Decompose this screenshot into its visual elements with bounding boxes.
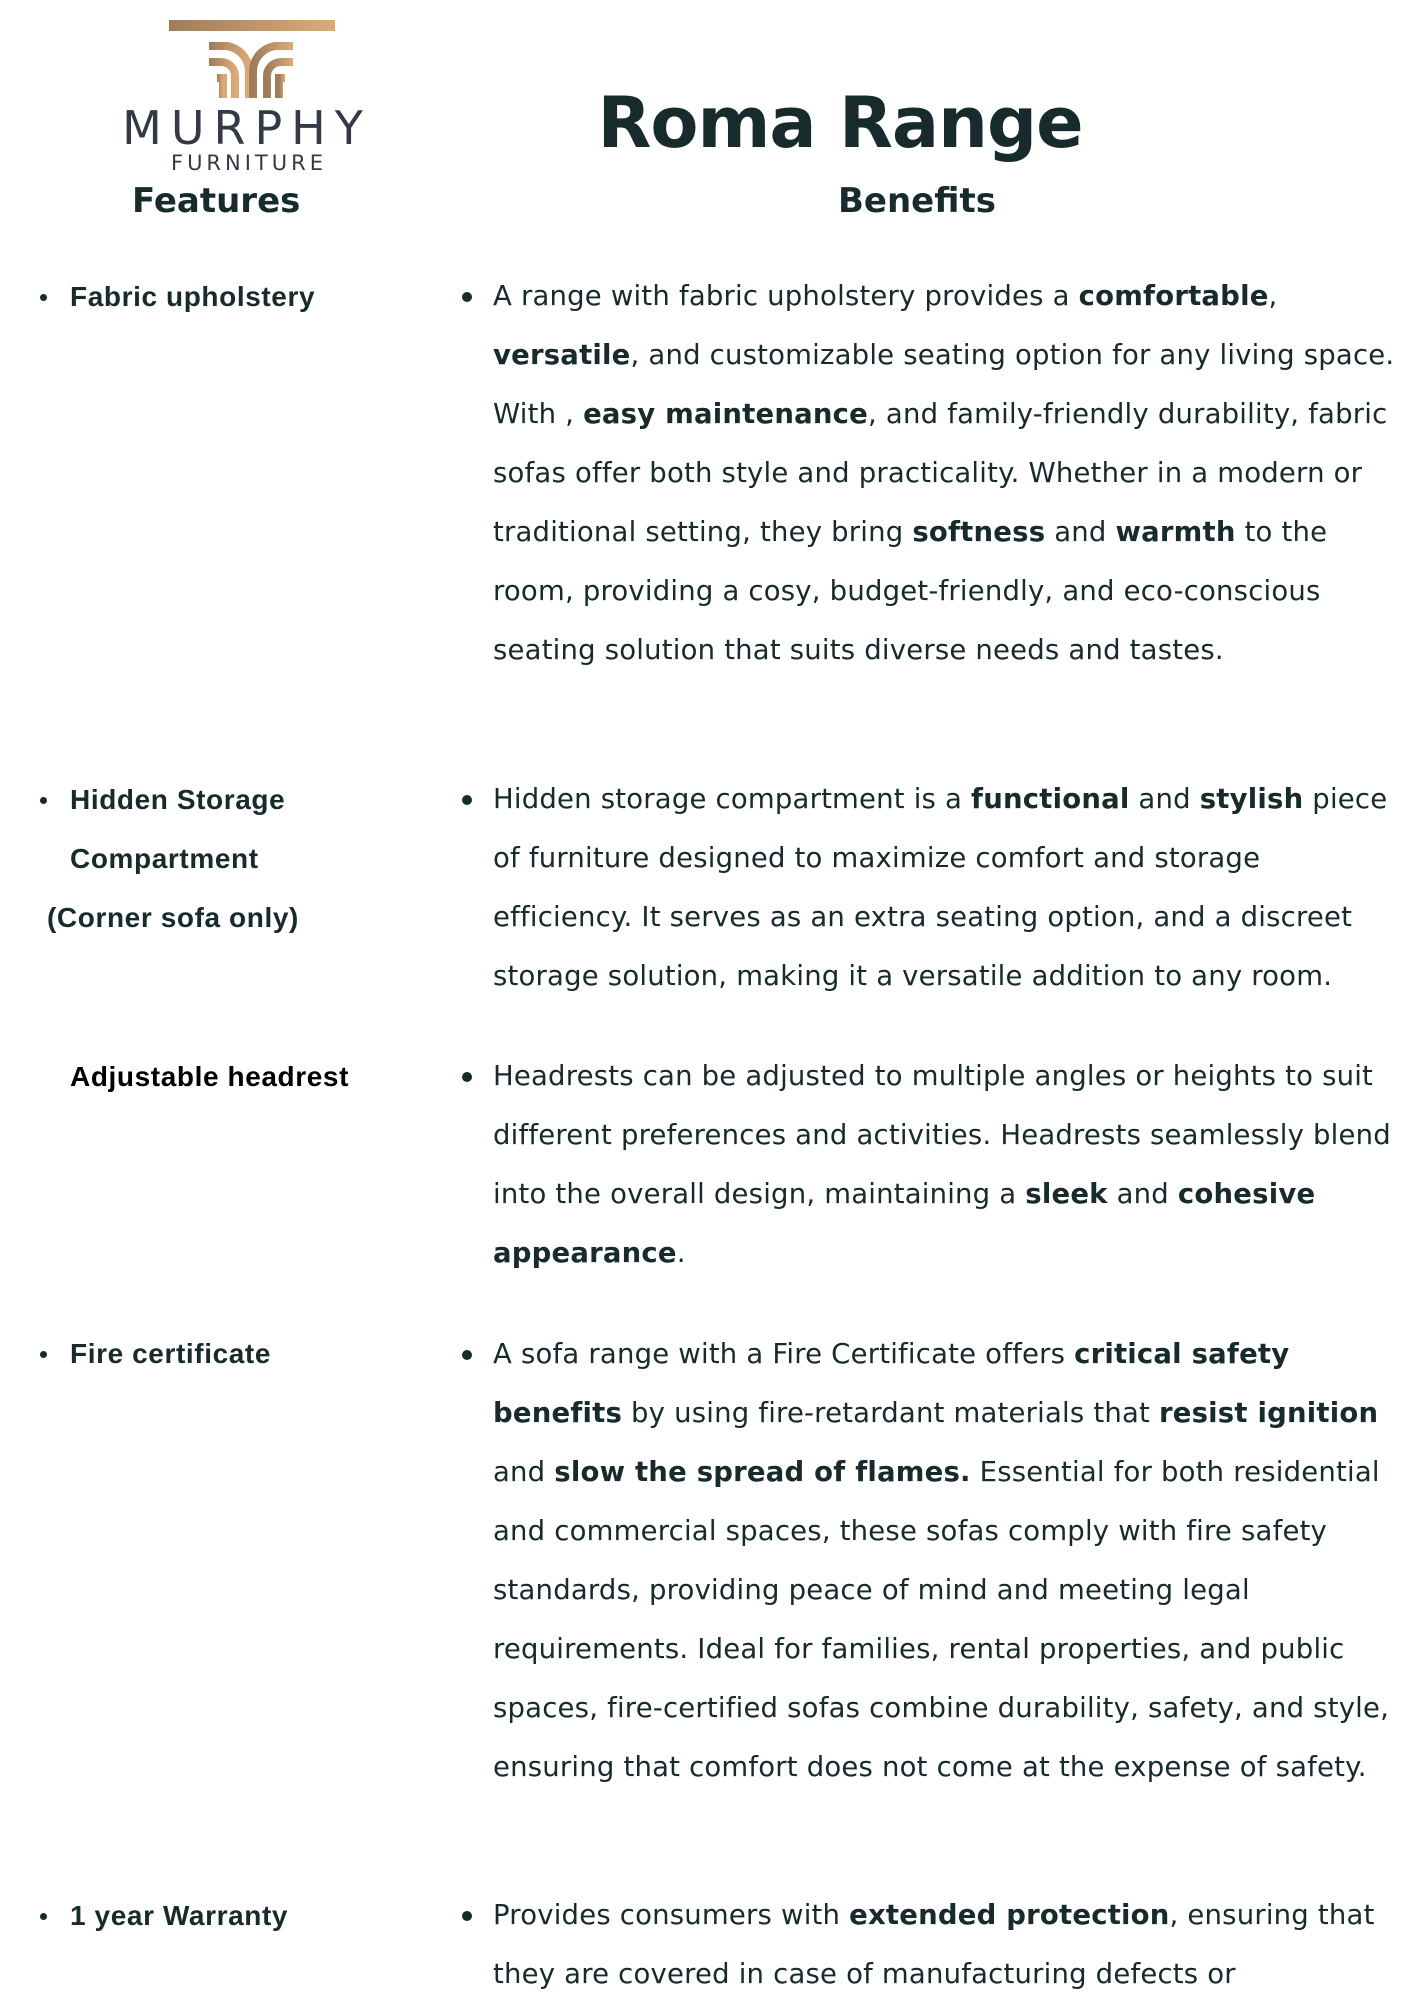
benefit-highlight: critical safety benefits <box>493 1338 1290 1429</box>
benefit-fragment: and <box>1045 516 1116 548</box>
murphy-emblem-icon <box>203 40 299 98</box>
bullet-icon <box>462 770 474 829</box>
benefit-fragment: Headrests can be adjusted to multiple angles or heights to suit different preferences and activities. Headrests seamlessly blend into the overall design, maintaining a <box>493 1060 1391 1210</box>
bullet-icon <box>40 1324 50 1383</box>
feature-label: Fire certificate <box>70 1338 272 1369</box>
bullet-icon <box>40 1886 50 1945</box>
bullet-icon <box>462 1325 474 1384</box>
benefit-highlight: easy maintenance <box>583 398 869 430</box>
benefit-fragment: A range with fabric upholstery provides a <box>493 280 1079 312</box>
benefit-fragment: , <box>1268 280 1278 312</box>
benefit-highlight: resist ignition <box>1158 1397 1379 1429</box>
bullet-icon <box>462 267 474 326</box>
bullet-icon <box>462 1886 474 1945</box>
brand-subtitle: FURNITURE <box>170 151 327 175</box>
benefit-highlight: cohesive appearance <box>493 1178 1316 1269</box>
benefit-fragment: . <box>676 1237 686 1269</box>
benefit-text <box>493 1325 1398 1797</box>
benefit-highlight: extended protection <box>849 1899 1170 1931</box>
benefit-fragment: Essential for both residential and commercial spaces, these sofas comply with fire safety standards, providing peace of mind and meeting legal requirements. Ideal for families, rental properties, and public spaces, fire-certified sofas combine durability, safety, and style, ensuring that comfort does not come at the expense of safety. <box>493 1456 1390 1783</box>
benefit-fragment: by using fire-retardant materials that <box>622 1397 1159 1429</box>
benefit-fragment: Provides consumers with <box>493 1899 850 1931</box>
benefit-text <box>493 1047 1398 1283</box>
benefit-text <box>493 770 1398 1006</box>
feature-label: Adjustable headrest <box>70 1061 350 1092</box>
benefit-fragment: to the room, providing a cosy, budget-friendly, and eco-conscious seating solution that suits diverse needs and tastes. <box>493 516 1328 666</box>
benefit-fragment: and <box>1107 1178 1178 1210</box>
benefit-fragment: , and family-friendly durability, fabric sofas offer both style and practicality. Whether in a modern or traditional setting, they bring <box>493 398 1388 548</box>
benefit-fragment: and <box>493 1456 555 1488</box>
benefit-highlight: comfortable <box>1078 280 1269 312</box>
benefit-highlight: functional <box>971 783 1130 815</box>
benefit-fragment: piece of furniture designed to maximize comfort and storage efficiency. It serves as an extra seating option, and a discreet storage solution, making it a versatile addition to any room. <box>493 783 1388 992</box>
logo-bar <box>169 20 335 31</box>
features-heading: Features <box>132 181 301 221</box>
feature-note: (Corner sofa only) <box>47 902 299 933</box>
feature-label: 1 year Warranty <box>70 1900 289 1931</box>
brand-name: MURPHY <box>122 101 372 155</box>
benefit-fragment: A sofa range with a Fire Certificate offers <box>493 1338 1075 1370</box>
feature-label: Fabric upholstery <box>70 281 316 312</box>
bullet-icon <box>40 770 50 829</box>
feature-label: Hidden Storage <box>70 784 286 815</box>
benefit-highlight: sleek <box>1025 1178 1108 1210</box>
benefit-fragment: , ensuring that they are covered in case of manufacturing defects or <box>493 1899 1375 1990</box>
benefit-fragment: and <box>1129 783 1200 815</box>
benefit-highlight: warmth <box>1115 516 1236 548</box>
benefits-heading: Benefits <box>838 181 996 221</box>
bullet-icon <box>462 1047 474 1106</box>
benefit-text <box>493 267 1398 680</box>
benefit-highlight: softness <box>912 516 1046 548</box>
benefit-fragment: Hidden storage compartment is a <box>493 783 972 815</box>
benefit-highlight: stylish <box>1199 783 1304 815</box>
benefit-text <box>493 1886 1398 2004</box>
benefit-highlight: slow the spread of flames. <box>554 1456 971 1488</box>
bullet-icon <box>40 267 50 326</box>
page-title: Roma Range <box>597 82 1083 164</box>
feature-label: Compartment <box>70 843 259 874</box>
benefit-fragment: , and customizable seating option for any living space. With , <box>493 339 1395 430</box>
benefit-highlight: versatile <box>493 339 631 371</box>
feature-item <box>0 770 440 947</box>
